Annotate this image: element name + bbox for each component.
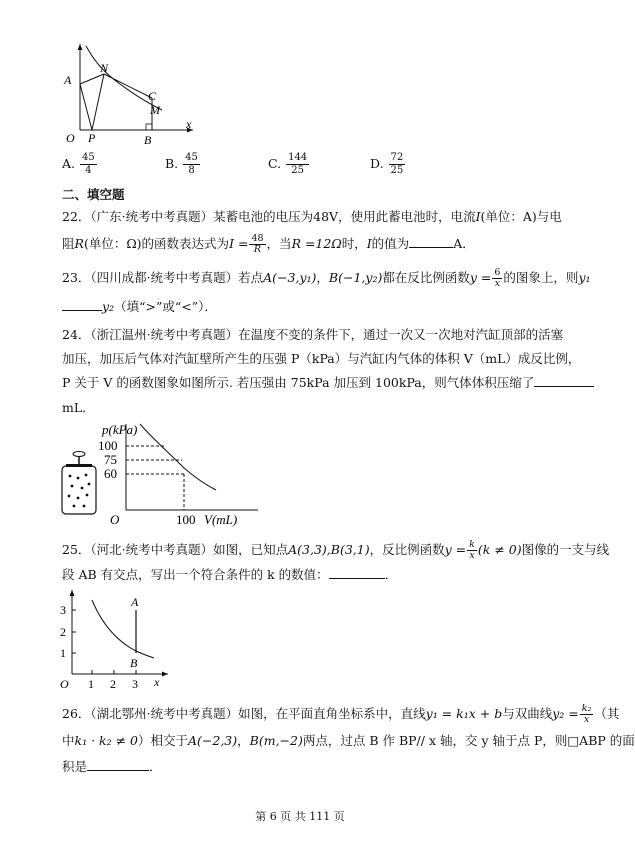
q23-line2: y₂（填“>”或“<”）． [62, 298, 217, 316]
q24-line1: 24．（浙江温州·统考中考真题）在温度不变的条件下，通过一次又一次地对汽缸顶部的活塞 [62, 327, 564, 342]
q24-origin: O [110, 512, 120, 527]
q23-answer-blank[interactable] [62, 298, 102, 311]
q25-xtick-3: 3 [132, 677, 138, 691]
q25-ytick-2: 2 [60, 625, 66, 639]
fig1-label-C: C [148, 89, 157, 103]
fig1-label-O: O [66, 131, 75, 145]
q24-ytick-100: 100 [98, 438, 118, 453]
q24-ytick-75: 75 [104, 452, 117, 467]
q24-answer-blank[interactable] [534, 374, 594, 387]
q24-line2: 加压，加压后气体对汽缸壁所产生的压强 P（kPa）与汽缸内气体的体积 V（mL）成反比例， [62, 351, 581, 366]
q24-xtick-100: 100 [176, 512, 196, 527]
q22-line1: 22．（广东·统考中考真题）某蓄电池的电压为48V，使用此蓄电池时，电流I(单位：A)与电 [62, 209, 562, 224]
q26-line1: 26．（湖北鄂州·统考中考真题）如图，在平面直角坐标系中，直线y₁ = k₁x + b与双曲线y₂ = $\frac{\text{k₂}}{x}$ （其 [62, 703, 620, 725]
q25-label-B: B [130, 656, 138, 670]
fig1-label-M: M [150, 103, 160, 117]
section-title: 二、填空题 [62, 187, 125, 202]
q25-xtick-1: 1 [88, 677, 94, 691]
option-a: A. $\frac{45}{4}$ [62, 152, 95, 176]
q25-label-A: A [131, 595, 139, 609]
fig1-label-A: A [64, 73, 72, 87]
q24-ylabel: p(kPa) [102, 422, 138, 437]
q24-graph [58, 420, 278, 528]
q25-origin: O [60, 677, 69, 691]
q24-line3: P 关于 V 的函数图象如图所示. 若压强由 75kPa 加压到 100kPa，则气体体积压缩了 [62, 374, 594, 392]
q25-answer-blank[interactable] [329, 566, 385, 579]
q25-xtick-2: 2 [110, 677, 116, 691]
q25-ytick-1: 1 [60, 646, 66, 660]
fig1-label-P: P [88, 131, 96, 145]
q26-line2: 中k₁ · k₂ ≠ 0）相交于A(−2,3)，B(m,−2)两点，过点 B 作 BP// x 轴，交 y 轴于点 P，则□ABP 的面 [62, 733, 635, 748]
q24-ytick-60: 60 [104, 466, 117, 481]
option-b: B. $\frac{45}{8}$ [165, 152, 198, 176]
q26-answer-blank[interactable] [87, 758, 149, 771]
q24-xlabel: V(mL) [204, 512, 238, 527]
q25-label-x: x [154, 675, 160, 689]
q23-line1: 23．（四川成都·统考中考真题）若点A(−3,y₁)，B(−1,y₂)都在反比例函数y = $\frac{6}{x}$ 的图象上，则y₁ [62, 267, 591, 289]
q25-ytick-3: 3 [60, 603, 66, 617]
q24-line4: mL． [62, 400, 95, 415]
q22-line2: 阻R(单位：Ω)的函数表达式为I = $\frac{48}{R}$ ，当R =12Ω时，I的值为 A． [62, 233, 475, 255]
q22-answer-blank[interactable] [409, 235, 453, 248]
figure-1 [58, 40, 198, 152]
q25-graph [58, 588, 178, 694]
option-c: C. $\frac{144}{25}$ [268, 152, 308, 176]
option-d: D. $\frac{72}{25}$ [370, 152, 404, 176]
fig1-label-x: x [186, 117, 192, 131]
page-footer: 第 6 页 共 111 页 [255, 810, 345, 823]
q25-line1: 25．（河北·统考中考真题）如图，已知点A(3,3),B(3,1)，反比例函数y = $\frac{k}{x}$ (k ≠ 0)图像的一支与线 [62, 539, 610, 561]
q25-line2: 段 AB 有交点，写出一个符合条件的 k 的数值： ． [62, 567, 398, 582]
cylinder-icon [62, 452, 96, 515]
fig1-label-N: N [100, 61, 109, 75]
q26-line3: 积是 ． [62, 759, 162, 774]
fig1-label-B: B [144, 133, 152, 147]
